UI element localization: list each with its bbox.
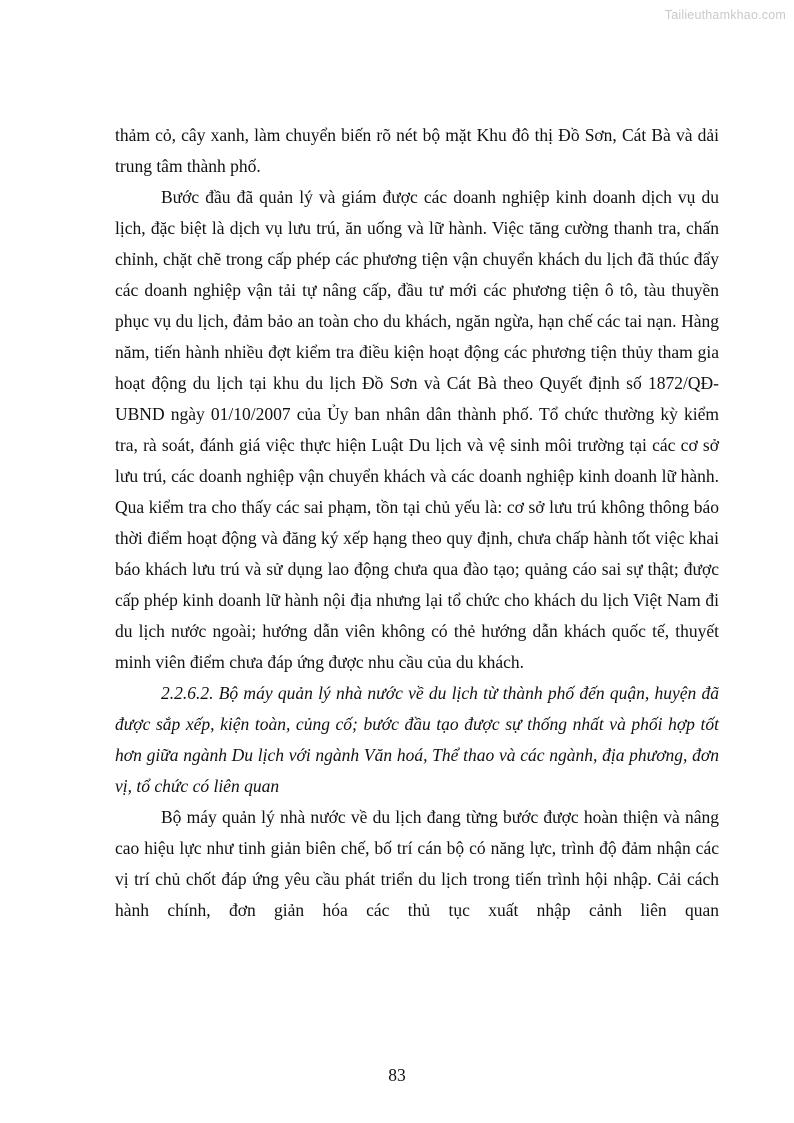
section-heading-2-2-6-2: 2.2.6.2. Bộ máy quản lý nhà nước về du lịch từ thành phố đến quận, huyện đã được sắp xếp, kiện toàn, củng cố; bước đầu tạo được sự thống nhất và phối hợp tốt hơn giữa ngành Du lịch với ngành Văn hoá, Thể thao và các ngành, địa phương, đơn vị, tổ chức có liên quan <box>115 683 719 796</box>
watermark-text: Tailieuthamkhao.com <box>664 8 786 22</box>
paragraph-management: Bước đầu đã quản lý và giám được các doanh nghiệp kinh doanh dịch vụ du lịch, đặc biệt là dịch vụ lưu trú, ăn uống và lữ hành. Việc tăng cường thanh tra, chấn chỉnh, chặt chẽ trong cấp phép các phương tiện vận chuyển khách du lịch đã thúc đẩy các doanh nghiệp vận tải tự nâng cấp, đầu tư mới các phương tiện ô tô, tàu thuyền phục vụ du lịch, đảm bảo an toàn cho du khách, ngăn ngừa, hạn chế các tai nạn. Hàng năm, tiến hành nhiều đợt kiểm tra điều kiện hoạt động các phương tiện thủy tham gia hoạt động du lịch tại khu du lịch Đồ Sơn và Cát Bà theo Quyết định số 1872/QĐ-UBND ngày 01/10/2007 của Ủy ban nhân dân thành phố. Tổ chức thường kỳ kiểm tra, rà soát, đánh giá việc thực hiện Luật Du lịch và vệ sinh môi trường tại các cơ sở lưu trú, các doanh nghiệp vận chuyển khách và các doanh nghiệp kinh doanh lữ hành. Qua kiểm tra cho thấy các sai phạm, tồn tại chủ yếu là: cơ sở lưu trú không thông báo thời điểm hoạt động và đăng ký xếp hạng theo quy định, chưa chấp hành tốt việc khai báo khách lưu trú và sử dụng lao động chưa qua đào tạo; quảng cáo sai sự thật; được cấp phép kinh doanh lữ hành nội địa nhưng lại tổ chức cho khách du lịch Việt Nam đi du lịch nước ngoài; hướng dẫn viên không có thẻ hướng dẫn khách quốc tế, thuyết minh viên điểm chưa đáp ứng được nhu cầu của du khách. <box>115 187 719 672</box>
paragraph-apparatus: Bộ máy quản lý nhà nước về du lịch đang từng bước được hoàn thiện và nâng cao hiệu lực như tinh giản biên chế, bố trí cán bộ có năng lực, trình độ đảm nhận các vị trí chủ chốt đáp ứng yêu cầu phát triển du lịch trong tiến trình hội nhập. Cải cách hành chính, đơn giản hóa các thủ tục xuất nhập cảnh liên quan <box>115 807 719 920</box>
document-body <box>115 120 719 926</box>
page-number: 83 <box>388 1065 406 1085</box>
paragraph-continuation: thảm cỏ, cây xanh, làm chuyển biến rõ nét bộ mặt Khu đô thị Đồ Sơn, Cát Bà và dải trung tâm thành phố. <box>115 125 719 176</box>
